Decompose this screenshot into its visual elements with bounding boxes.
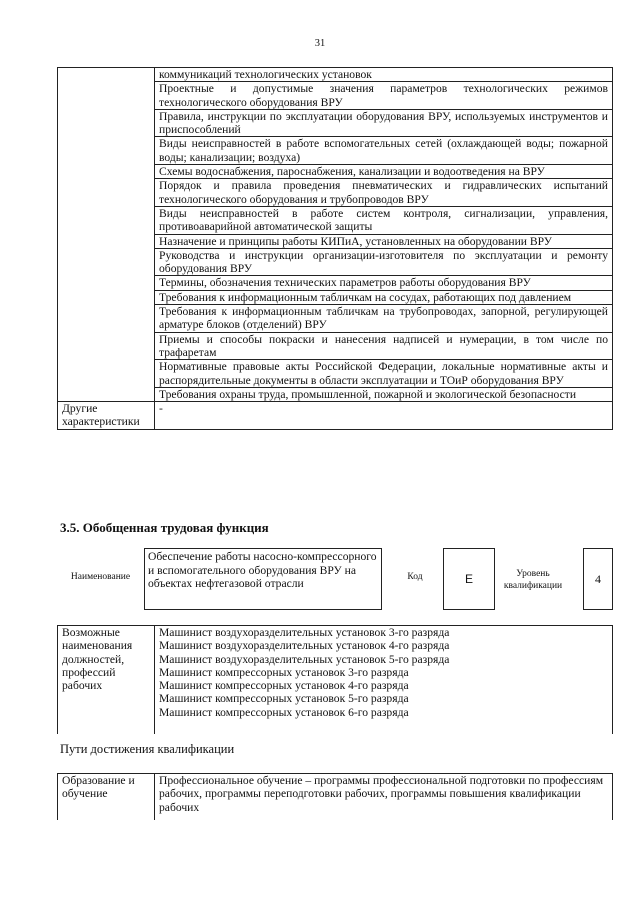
name-value: Обеспечение работы насосно-компрессорного и вспомогательного оборудования ВРУ на объектах нефтегазовой отрасли bbox=[148, 550, 377, 590]
knowledge-item: Виды неисправностей в работе систем контроля, сигнализации, управления, противоаварийной автоматической защиты bbox=[155, 206, 613, 234]
other-characteristics-label: Другие характеристики bbox=[58, 402, 155, 430]
knowledge-item: Назначение и принципы работы КИПиА, установленных на оборудовании ВРУ bbox=[155, 234, 613, 248]
knowledge-item: Нормативные правовые акты Российской Федерации, локальные нормативные акты и распорядительные документы в области эксплуатации и ТОиР оборудования ВРУ bbox=[155, 360, 613, 388]
positions-table bbox=[57, 625, 613, 734]
knowledge-item: Приемы и способы покраски и нанесения надписей и нумерации, в том числе по трафаретам bbox=[155, 332, 613, 360]
position-item: Машинист воздухоразделительных установок 3-го разряда bbox=[159, 626, 450, 639]
table-row bbox=[58, 68, 613, 82]
knowledge-table bbox=[57, 67, 613, 430]
position-item: Машинист компрессорных установок 5-го разряда bbox=[159, 692, 409, 706]
position-item: Машинист компрессорных установок 4-го разряда bbox=[159, 679, 409, 693]
knowledge-item: Требования охраны труда, промышленной, пожарной и экологической безопасности bbox=[155, 387, 613, 401]
page-number: 31 bbox=[314, 38, 326, 49]
function-header bbox=[57, 548, 612, 610]
positions-list bbox=[155, 626, 613, 735]
knowledge-item: Требования к информационным табличкам на сосудах, работающих под давлением bbox=[155, 290, 613, 304]
knowledge-item: Требования к информационным табличкам на трубопроводах, запорной, регулирующей арматуре блоков (отделений) ВРУ bbox=[155, 305, 613, 333]
education-value: Профессиональное обучение – программы профессиональной подготовки по профессиям рабочих, программы переподготовки рабочих, программы повышения квалификации рабочих bbox=[155, 774, 613, 821]
name-value-box bbox=[144, 548, 382, 610]
knowledge-item: Руководства и инструкции организации-изготовителя по эксплуатации и ремонту оборудования ВРУ bbox=[155, 248, 613, 276]
position-item: Машинист воздухоразделительных установок 4-го разряда bbox=[159, 639, 450, 653]
level-value-box bbox=[583, 548, 613, 610]
level-label: Уровень квалификации bbox=[503, 569, 563, 591]
knowledge-item: Проектные и допустимые значения параметров технологических режимов технологического оборудования ВРУ bbox=[155, 82, 613, 110]
code-label: Код bbox=[407, 572, 423, 582]
positions-label: Возможные наименования должностей, профессий рабочих bbox=[58, 626, 155, 735]
knowledge-item: Виды неисправностей в работе вспомогательных сетей (охлаждающей воды; пожарной воды; канализации; воздуха) bbox=[155, 137, 613, 165]
knowledge-item: коммуникаций технологических установок bbox=[155, 68, 613, 82]
table-row bbox=[58, 774, 613, 821]
table-row bbox=[58, 402, 613, 430]
code-value-box bbox=[443, 548, 495, 610]
table-row bbox=[58, 626, 613, 735]
qualification-heading: Пути достижения квалификации bbox=[60, 742, 235, 756]
position-item: Машинист компрессорных установок 3-го разряда bbox=[159, 665, 409, 679]
knowledge-label-cell bbox=[58, 68, 155, 402]
name-label: Наименование bbox=[70, 572, 131, 582]
code-value: E bbox=[464, 572, 473, 586]
position-item: Машинист воздухоразделительных установок 5-го разряда bbox=[159, 652, 450, 666]
other-characteristics-value: - bbox=[155, 402, 613, 430]
level-value: 4 bbox=[595, 572, 601, 586]
education-table bbox=[57, 773, 613, 820]
position-item: Машинист компрессорных установок 6-го разряда bbox=[159, 705, 409, 719]
knowledge-item: Термины, обозначения технических параметров работы оборудования ВРУ bbox=[155, 276, 613, 290]
knowledge-item: Схемы водоснабжения, пароснабжения, канализации и водоотведения на ВРУ bbox=[155, 165, 613, 179]
knowledge-item: Правила, инструкции по эксплуатации оборудования ВРУ, используемых инструментов и приспособлений bbox=[155, 109, 613, 137]
section-heading: 3.5. Обобщенная трудовая функция bbox=[60, 520, 269, 535]
knowledge-item: Порядок и правила проведения пневматических и гидравлических испытаний технологического оборудования и трубопроводов ВРУ bbox=[155, 179, 613, 207]
education-label: Образование и обучение bbox=[58, 774, 155, 821]
